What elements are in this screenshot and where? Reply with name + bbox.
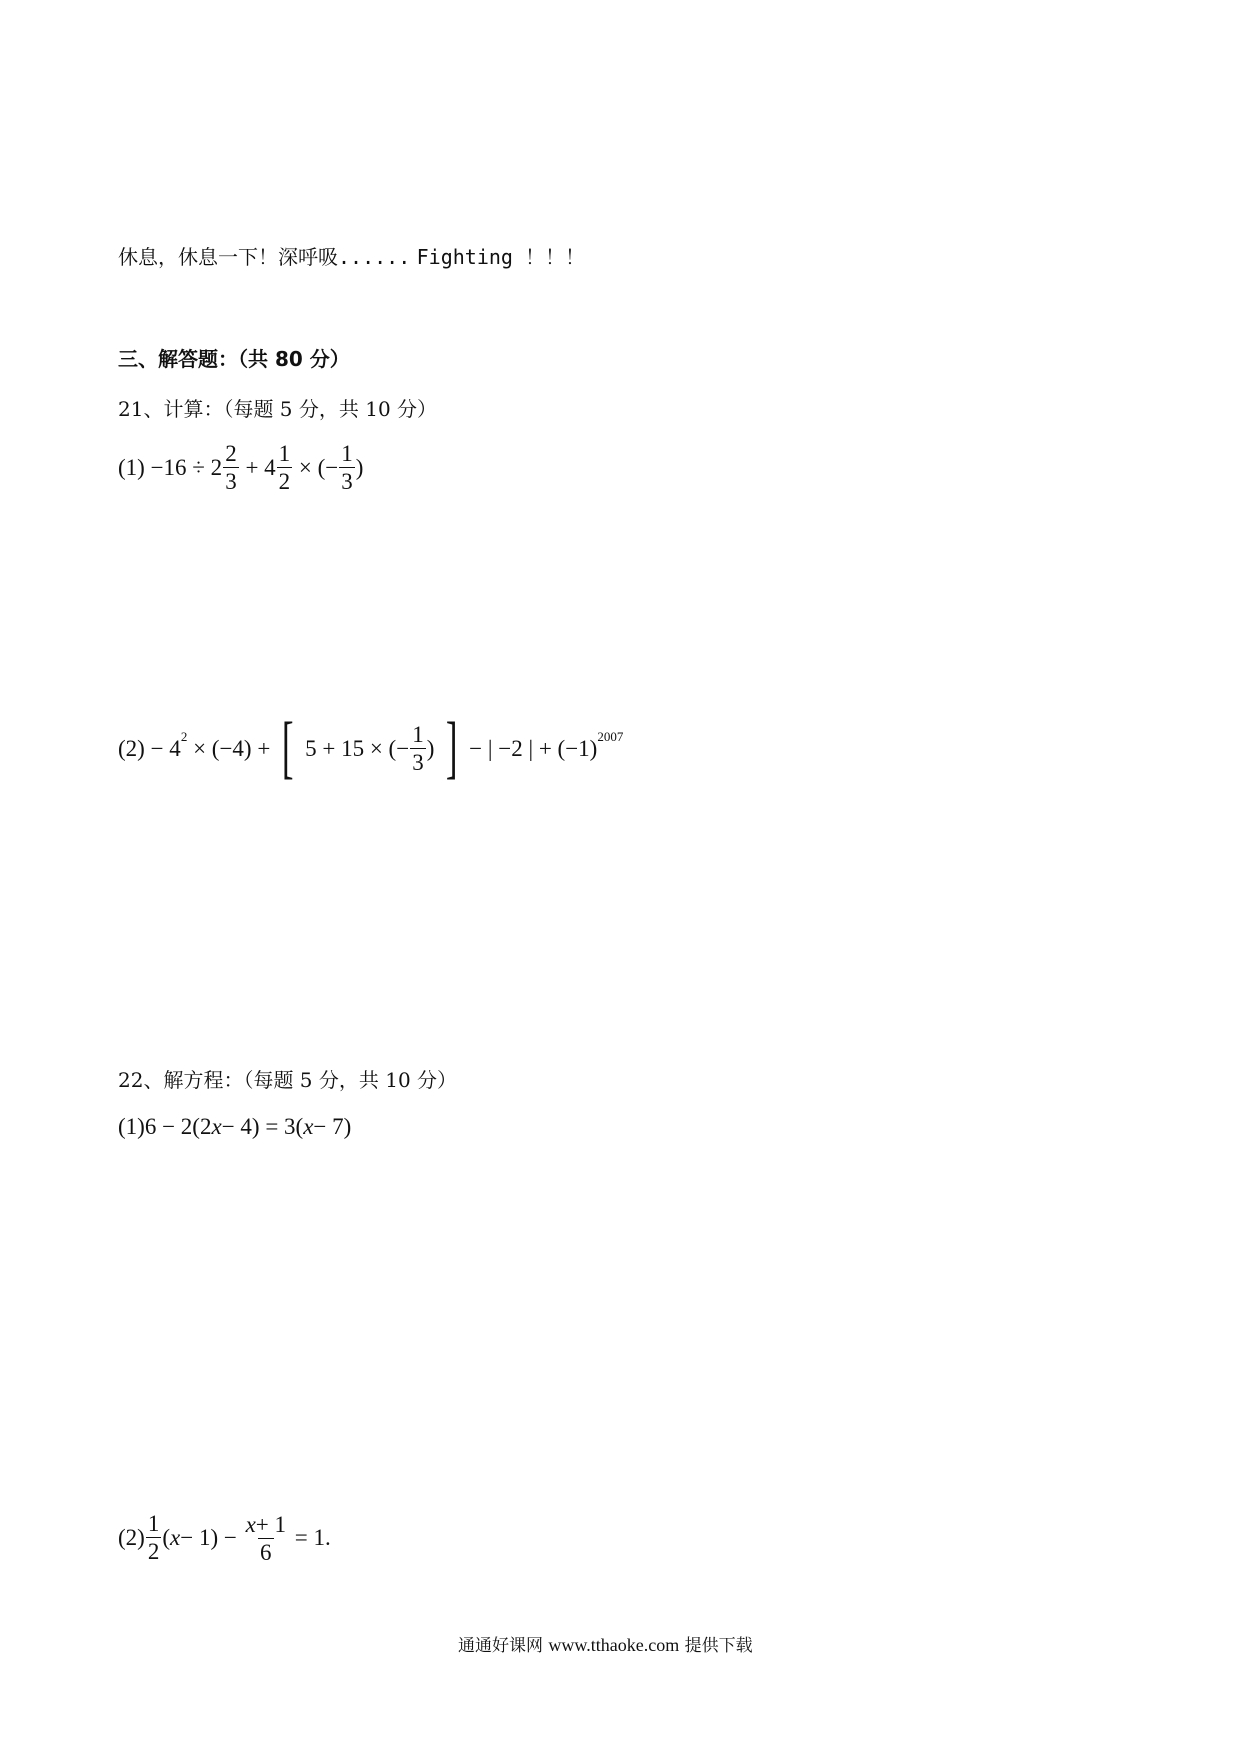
fraction <box>244 1511 288 1564</box>
q22-2-term: = 1. <box>294 1525 331 1551</box>
q21-1-term: × (− <box>298 455 339 480</box>
q22-1-term: − 4) = 3( <box>221 1114 304 1140</box>
q21-2-term: ) <box>426 735 435 761</box>
q21-2-label: (2) <box>118 735 145 761</box>
rest-reminder-dots: ...... <box>338 245 411 269</box>
q21-1-term: + 4 <box>245 455 276 480</box>
fraction <box>410 723 426 774</box>
fraction-denominator: 2 <box>147 1539 160 1565</box>
q21-2-term: 5 + 15 × (− <box>305 735 410 761</box>
variable-x: x <box>303 1114 314 1140</box>
q21-2-term: − 4 <box>150 735 181 761</box>
variable-x: x <box>170 1525 181 1551</box>
footer-site-name: 通通好课网 <box>458 1636 543 1656</box>
q22-equation-2 <box>118 1511 331 1564</box>
footer-suffix: 提供下载 <box>684 1636 753 1656</box>
fraction-numerator <box>244 1511 288 1538</box>
q22-2-term: − 1) − <box>180 1525 237 1551</box>
fraction <box>277 442 293 493</box>
q22-2-label: (2) <box>118 1525 145 1551</box>
fraction <box>339 442 355 493</box>
q21-1-term: −16 ÷ 2 <box>150 455 223 480</box>
exponent: 2007 <box>597 729 624 745</box>
q22-2-term: ( <box>162 1525 170 1551</box>
exponent: 2 <box>180 729 188 745</box>
q22-1-label: (1) <box>118 1114 145 1140</box>
q22-1-term: 6 − 2(2 <box>144 1114 212 1140</box>
variable-x: x <box>245 1512 256 1538</box>
fraction <box>146 1512 162 1563</box>
fraction-numerator: 2 <box>225 441 237 466</box>
rest-reminder-fighting: Fighting ！！！ <box>416 245 585 269</box>
q22-equation-1 <box>118 1113 351 1138</box>
fraction-numerator: 1 <box>341 441 353 466</box>
fraction-denominator: 6 <box>260 1540 272 1566</box>
q21-1-label: (1) <box>118 455 145 480</box>
fraction-numerator-rest: + 1 <box>255 1512 287 1538</box>
fraction-numerator: 1 <box>412 721 424 747</box>
q21-expression-2 <box>118 709 624 786</box>
section-title: 三、解答题：（共 80 分） <box>118 347 350 371</box>
rest-reminder-text: 休息，休息一下！深呼吸 <box>118 245 338 269</box>
q21-expression-1 <box>118 442 363 493</box>
fraction-numerator: 1 <box>278 441 291 466</box>
footer-url: www.tthaoke.com <box>548 1635 680 1655</box>
question-22-heading: 22、解方程：（每题 5 分，共 10 分） <box>118 1068 458 1092</box>
fraction-denominator: 3 <box>412 749 424 775</box>
page-footer <box>458 1631 753 1656</box>
fraction-denominator: 2 <box>278 469 291 494</box>
fraction-numerator: 1 <box>147 1511 160 1537</box>
q22-1-term: − 7) <box>313 1114 352 1140</box>
fraction-denominator: 3 <box>225 469 237 494</box>
right-bracket: ] <box>445 709 458 786</box>
rest-reminder <box>118 241 585 270</box>
fraction-denominator: 3 <box>341 469 353 494</box>
q21-2-term: × (−4) + <box>193 735 271 761</box>
variable-x: x <box>211 1114 222 1140</box>
question-21-heading: 21、计算：（每题 5 分，共 10 分） <box>118 397 438 421</box>
fraction <box>223 442 239 493</box>
q21-2-term: − | −2 | + (−1) <box>469 735 598 761</box>
q21-1-term: ) <box>355 455 364 480</box>
left-bracket: [ <box>281 709 294 786</box>
